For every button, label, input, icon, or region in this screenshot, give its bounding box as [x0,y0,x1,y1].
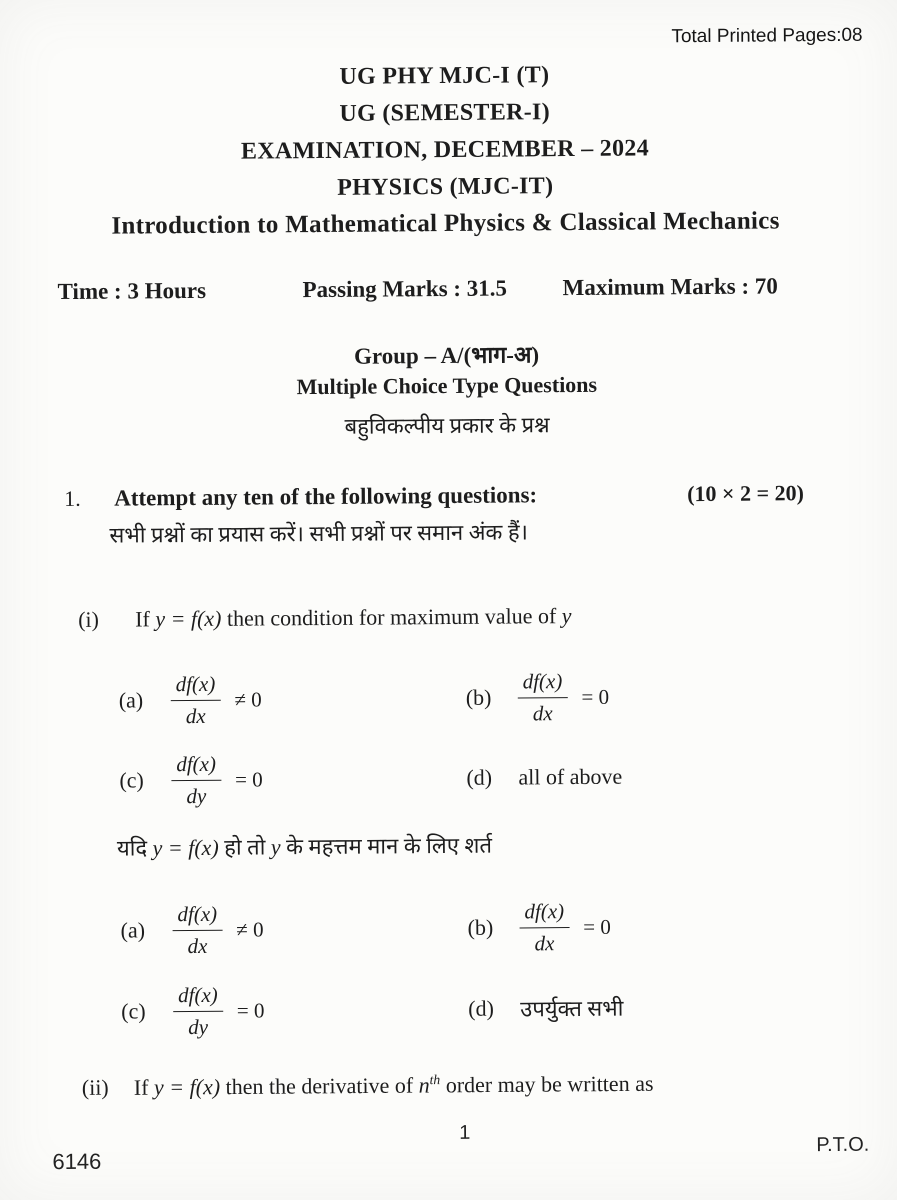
qii-sup: th [429,1072,441,1088]
option-en-a-label: (a) [118,687,144,713]
qi-hi-mid: हो तो [218,834,271,860]
option-hi-b-fraction: $\frac{df(x)}{dx}$ [519,899,569,955]
paper-code: 6146 [52,1148,102,1175]
page-number: 1 [459,1121,471,1144]
option-hi-c-fraction: $\frac{df(x)}{dy}$ [173,983,223,1039]
option-en-b-fraction: $\frac{df(x)}{dx}$ [518,669,568,725]
question-ii-row [4,1068,897,1100]
option-en-a-fraction: $\frac{df(x)}{dx}$ [171,672,221,728]
qi-en-mid: then condition for maximum value of [221,603,562,631]
option-en-a-relation: ≠ 0 [234,686,262,712]
header-course-code: UG PHY MJC-I (T) [339,62,550,90]
question-ii-text [134,1070,654,1100]
option-en-b [465,661,609,734]
option-en-b-label: (b) [465,684,492,710]
option-en-c-label: (c) [119,767,144,793]
option-hi-d [468,972,624,1045]
options-en-row-1 [1,658,897,737]
question-1-marks: (10 × 2 = 20) [687,480,805,507]
option-en-c-relation: = 0 [234,766,263,792]
question-i-text-en [135,603,572,632]
question-1-number: 1. [64,485,81,512]
option-en-d-label: (d) [466,764,493,790]
qii-pre: If [133,1074,155,1100]
qii-tail: order may be written as [440,1070,654,1098]
option-en-a [118,663,261,736]
qi-en-pre: If [135,606,156,632]
option-en-d-text: all of above [518,763,623,790]
qi-en-math: y = f(x) [155,605,222,632]
header-subject: PHYSICS (MJC-IT) [337,173,554,201]
qi-hi-math: y = f(x) [152,834,219,861]
qi-hi-y: y [270,834,281,860]
maximum-marks: Maximum Marks : 70 [562,273,778,301]
question-1-text: Attempt any ten of the following questions: [114,482,538,511]
options-en-row-2 [1,738,897,817]
option-en-d [466,741,622,814]
passing-marks: Passing Marks : 31.5 [302,275,508,303]
time-allowed: Time : 3 Hours [57,277,207,305]
header-semester: UG (SEMESTER-I) [339,99,551,127]
question-i-row [0,600,897,632]
option-hi-a-fraction: $\frac{df(x)}{dx}$ [172,902,222,958]
qii-n: n [418,1072,430,1098]
qii-mid: then the derivative of [220,1072,419,1100]
qi-hi-tail: के महत्तम मान के लिए शर्त [280,832,493,860]
section-subtitle-hi: बहुविकल्पीय प्रकार के प्रश्न [344,412,550,439]
exam-header [0,54,894,245]
options-hi-row-2 [3,969,897,1048]
question-ii-label: (ii) [81,1074,109,1100]
qii-math: y = f(x) [153,1074,221,1100]
option-en-b-relation: = 0 [581,684,610,709]
option-hi-b [467,891,611,964]
question-i-text-hi [117,830,492,863]
option-hi-b-relation: = 0 [583,914,611,939]
option-hi-c-label: (c) [121,998,146,1024]
question-i-label: (i) [78,606,100,632]
pto-label: P.T.O. [816,1133,870,1157]
option-hi-c [121,974,265,1047]
option-en-c [119,743,263,816]
group-a-title: Group – A/(भाग-अ) [353,342,540,369]
section-subtitle-en: Multiple Choice Type Questions [296,371,598,400]
total-pages-note: Total Printed Pages:08 [671,24,863,48]
header-paper-title: Introduction to Mathematical Physics & Classical Mechanics [111,207,780,240]
option-hi-a-label: (a) [120,917,146,943]
header-exam-session: EXAMINATION, DECEMBER – 2024 [240,135,650,165]
qi-hi-pre: यदि [116,835,153,861]
option-hi-a-relation: ≠ 0 [236,916,264,942]
option-hi-c-relation: = 0 [236,997,265,1023]
question-1-row [0,479,896,516]
option-hi-b-label: (b) [467,914,494,940]
exam-meta-row [0,272,895,311]
option-hi-d-text: उपर्युक्त सभी [520,995,624,1022]
question-1-instruction-hi: सभी प्रश्नों का प्रयास करें। सभी प्रश्नों पर समान अंक हैं। [109,519,529,548]
option-en-c-fraction: $\frac{df(x)}{dy}$ [171,752,221,808]
qi-en-tail: y [561,603,572,629]
option-hi-a [120,893,263,966]
options-hi-row-1 [2,888,897,967]
option-hi-d-label: (d) [468,995,494,1021]
